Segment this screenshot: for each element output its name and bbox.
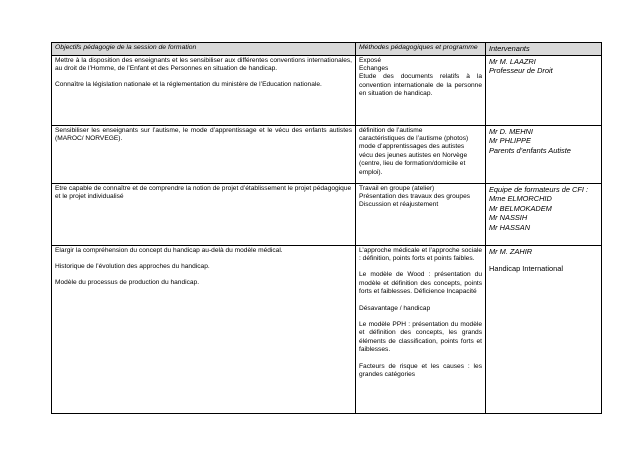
speaker-name: Mr M. LAAZRI xyxy=(489,56,536,66)
method-text: Exposé xyxy=(359,56,381,64)
training-table xyxy=(51,42,602,414)
speakers-cell xyxy=(486,125,602,183)
method-text: Etude des documents relatifs à la convention internationale de la personne en situation de handicap. xyxy=(359,73,482,98)
header-speakers: Intervenants xyxy=(486,43,602,56)
objective-text: Mettre à la disposition des enseignants et les sensibiliser aux différentes conventions internationales, au droit de l’Homme, de l’Enfant et des Personnes en situation de handicap. xyxy=(55,56,352,72)
method-text: Travail en groupe (atelier) xyxy=(359,184,435,192)
objective-text: Modèle du processus de production du handicap. xyxy=(55,279,200,287)
table-row xyxy=(52,245,602,413)
speaker-role: Parents d’enfants Autiste xyxy=(489,145,571,155)
methods-cell xyxy=(356,245,486,413)
methods-cell xyxy=(356,125,486,183)
objective-text: Connaître la législation nationale et la réglementation du ministère de l’Education nationale. xyxy=(55,81,322,89)
speaker-name: Mr D. MEHNI xyxy=(489,126,533,136)
speakers-cell xyxy=(486,183,602,245)
objective-text: Elargir la compréhension du concept du handicap au-delà du modèle médical. xyxy=(55,246,283,254)
objectives-cell xyxy=(52,55,356,125)
objective-text: Historique de l’évolution des approches du handicap. xyxy=(55,262,210,270)
table-row xyxy=(52,183,602,245)
method-text: Le modèle PPH : présentation du modèle et définition des concepts, les grands éléments de classification, points forts et faiblesses. xyxy=(359,320,482,354)
header-objectives: Objectifs pédagogie de la session de formation xyxy=(52,43,356,56)
speaker-role: Professeur de Droit xyxy=(489,66,553,75)
speaker-name: Mr HASSAN xyxy=(489,222,531,232)
table-row xyxy=(52,55,602,125)
objective-text: Sensibiliser les enseignants sur l’autisme, le mode d’apprentissage et le vécu des enfants autistes (MAROC/ NORVEGE). xyxy=(55,126,352,142)
method-text: définition de l’autisme xyxy=(359,126,423,134)
header-methods: Méthodes pédagogiques et programme xyxy=(356,43,486,56)
objectives-cell xyxy=(52,245,356,413)
speakers-cell xyxy=(486,55,602,125)
method-text: Désavantage / handicap xyxy=(359,304,431,312)
method-text: vécu des jeunes autistes en Norvège (centre, lieu de formation/domicile et emploi). xyxy=(359,151,468,176)
speaker-team: Equipe de formateurs de CFI : xyxy=(489,184,589,194)
objective-text: Etre capable de connaître et de comprendre la notion de projet d’établissement le projet pédagogique et le projet individualisé xyxy=(55,184,352,200)
methods-cell xyxy=(356,183,486,245)
method-text: caractéristiques de l’autisme (photos) xyxy=(359,134,469,142)
method-text: mode d’apprentissages des autistes xyxy=(359,143,465,151)
speaker-name: Mr PHLIPPE xyxy=(489,136,531,145)
method-text: Echanges xyxy=(359,64,389,72)
table-header-row xyxy=(52,43,602,56)
speaker-name: Mr M. ZAHIR xyxy=(489,246,533,256)
speakers-cell xyxy=(486,245,602,413)
method-text: Discussion et réajustement xyxy=(359,201,439,209)
method-text: Présentation des travaux des groupes xyxy=(359,192,471,200)
methods-cell xyxy=(356,55,486,125)
method-text: Le modèle de Wood : présentation du modèle et définition des concepts, points forts et faiblesses. Déficience Incapacité xyxy=(359,271,482,296)
method-text: L’approche médicale et l’approche sociale : définition, points forts et points faibles. xyxy=(359,246,482,262)
speaker-name: Mr NASSIH xyxy=(489,213,528,222)
objectives-cell xyxy=(52,125,356,183)
speaker-name: Mme ELMORCHID xyxy=(489,194,552,203)
method-text: Facteurs de risque et les causes : les grandes catégories xyxy=(359,362,482,378)
speaker-name: Mr BELMOKADEM xyxy=(489,203,552,213)
objectives-cell xyxy=(52,183,356,245)
speaker-role: Handicap International xyxy=(489,264,563,273)
table-row xyxy=(52,125,602,183)
